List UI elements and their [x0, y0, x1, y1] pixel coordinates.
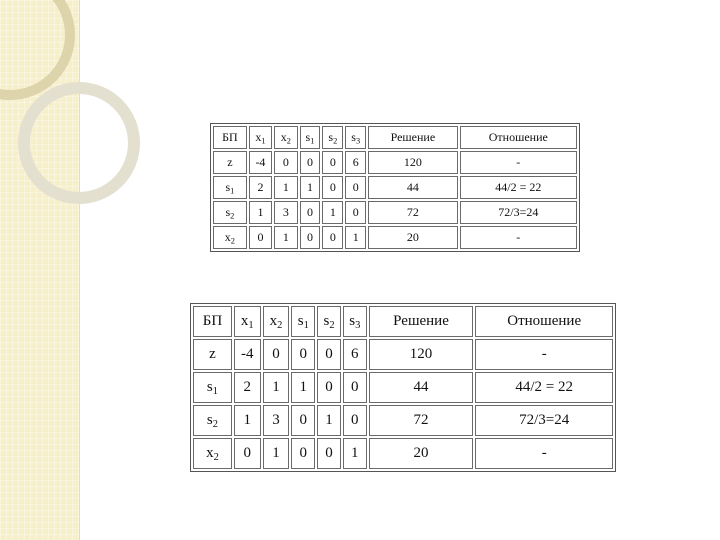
cell-text: Решение [393, 313, 449, 329]
cell-text: 72 [406, 205, 419, 219]
table-cell [291, 438, 315, 469]
cell-subscript: 1 [248, 320, 254, 332]
cell-subscript: 2 [329, 320, 335, 332]
table-cell [343, 372, 367, 403]
table-cell [291, 372, 315, 403]
cell-text: 0 [329, 180, 336, 194]
table-row [193, 339, 613, 370]
cell-text: 0 [351, 412, 359, 428]
table-header-row [213, 126, 577, 149]
table-cell [249, 201, 272, 224]
cell-text: 1 [352, 230, 359, 244]
cell-text: s [351, 130, 356, 144]
table-cell [345, 226, 366, 249]
table-cell [193, 438, 232, 469]
cell-subscript: 2 [277, 320, 283, 332]
header-cell [322, 126, 343, 149]
cell-subscript: 2 [286, 136, 291, 146]
table-cell [300, 201, 321, 224]
cell-text: 72/3=24 [519, 412, 570, 428]
table-cell [322, 176, 343, 199]
table-cell [343, 438, 367, 469]
header-cell [317, 306, 341, 337]
cell-text: s [225, 205, 231, 219]
cell-text: 1 [351, 445, 359, 461]
cell-text: 72/3=24 [498, 205, 539, 219]
cell-text: s [206, 379, 213, 395]
cell-subscript: 1 [303, 320, 309, 332]
cell-text: 0 [272, 346, 280, 362]
cell-text: 0 [306, 155, 313, 169]
cell-text: БП [222, 130, 238, 144]
cell-text: 0 [329, 155, 336, 169]
cell-text: 0 [299, 445, 308, 461]
cell-text: 0 [299, 412, 308, 428]
cell-text: 0 [329, 230, 336, 244]
table-cell [213, 151, 247, 174]
cell-text: 1 [325, 412, 333, 428]
table-cell [263, 405, 290, 436]
header-cell [291, 306, 315, 337]
cell-subscript: 2 [333, 136, 338, 146]
table-cell [193, 372, 232, 403]
table-cell [368, 226, 457, 249]
cell-text: -4 [255, 155, 266, 169]
cell-text: 20 [413, 445, 429, 461]
table-cell [300, 226, 321, 249]
table-cell [263, 339, 290, 370]
cell-text: 1 [272, 379, 280, 395]
cell-text: 44 [406, 180, 419, 194]
table-cell [234, 405, 261, 436]
cell-subscript: 2 [213, 452, 219, 464]
table-cell [317, 339, 341, 370]
cell-text: 44/2 = 22 [515, 379, 573, 395]
cell-text: x [240, 313, 249, 329]
table-cell [213, 226, 247, 249]
table-cell [345, 151, 366, 174]
table-cell [343, 405, 367, 436]
cell-text: z [227, 155, 233, 169]
cell-text: x [206, 445, 214, 461]
cell-text: 72 [413, 412, 429, 428]
cell-text: 2 [243, 379, 252, 395]
cell-text: 44/2 = 22 [495, 180, 542, 194]
cell-subscript: 2 [212, 419, 218, 431]
cell-text: 1 [306, 180, 313, 194]
table-cell [475, 438, 613, 469]
table-row [193, 372, 613, 403]
table-cell [234, 438, 261, 469]
cell-text: 1 [243, 412, 252, 428]
header-cell [213, 126, 247, 149]
cell-text: 0 [243, 445, 252, 461]
table-cell [317, 405, 341, 436]
cell-text: 1 [282, 230, 289, 244]
cell-text: 3 [272, 412, 280, 428]
table-cell [193, 405, 232, 436]
cell-text: 120 [403, 155, 422, 169]
table-cell [322, 201, 343, 224]
table-cell [274, 226, 297, 249]
table-cell [234, 372, 261, 403]
table-cell [368, 151, 457, 174]
header-cell [249, 126, 272, 149]
table-header-row [193, 306, 613, 337]
table-cell [249, 226, 272, 249]
cell-text: s [297, 313, 304, 329]
header-cell [193, 306, 232, 337]
cell-text: 0 [282, 155, 289, 169]
header-cell [368, 126, 457, 149]
table-cell [345, 176, 366, 199]
table-cell [300, 151, 321, 174]
header-cell [369, 306, 474, 337]
table-cell [274, 176, 297, 199]
cell-text: 120 [409, 346, 433, 362]
cell-text: 0 [325, 379, 333, 395]
cell-text: 0 [325, 445, 333, 461]
table-cell [368, 201, 457, 224]
cell-text: x [255, 130, 262, 144]
table-cell [368, 176, 457, 199]
cell-text: 6 [352, 155, 359, 169]
table-cell [460, 176, 577, 199]
cell-subscript: 1 [212, 386, 218, 398]
table-row [213, 201, 577, 224]
header-cell [263, 306, 290, 337]
cell-text: z [209, 346, 216, 362]
cell-text: 20 [406, 230, 419, 244]
table-cell [274, 151, 297, 174]
cell-text: s [206, 412, 213, 428]
cell-text: -4 [241, 346, 254, 362]
cell-subscript: 2 [230, 211, 235, 221]
table-row [213, 176, 577, 199]
cell-text: Отношение [507, 313, 582, 329]
table-cell [317, 438, 341, 469]
table-cell [322, 226, 343, 249]
cell-text: s [328, 130, 334, 144]
cell-text: Решение [390, 130, 436, 144]
header-cell [274, 126, 297, 149]
cell-text: 1 [329, 205, 336, 219]
cell-text: 3 [282, 205, 289, 219]
table-row [213, 151, 577, 174]
cell-subscript: 1 [310, 136, 315, 146]
cell-text: 0 [352, 180, 359, 194]
cell-subscript: 1 [261, 136, 266, 146]
table-cell [263, 372, 290, 403]
table-cell [475, 372, 613, 403]
cell-subscript: 2 [230, 236, 235, 246]
simplex-table-small [210, 123, 580, 252]
cell-text: 44 [413, 379, 429, 395]
cell-text: - [541, 445, 547, 461]
decorative-ring [18, 82, 140, 204]
table-cell [475, 339, 613, 370]
cell-text: 6 [351, 346, 359, 362]
header-cell [234, 306, 261, 337]
cell-text: x [224, 230, 231, 244]
cell-text: - [516, 230, 521, 244]
table-cell [369, 438, 474, 469]
cell-text: 0 [306, 205, 313, 219]
cell-text: 0 [352, 205, 359, 219]
cell-text: 0 [299, 346, 308, 362]
cell-subscript: 1 [230, 186, 235, 196]
table-cell [369, 339, 474, 370]
header-cell [460, 126, 577, 149]
table-row [193, 438, 613, 469]
cell-text: - [516, 155, 521, 169]
cell-text: 0 [257, 230, 264, 244]
table-cell [345, 201, 366, 224]
table-cell [274, 201, 297, 224]
cell-text: 0 [351, 379, 359, 395]
cell-subscript: 3 [355, 320, 361, 332]
cell-text: x [280, 130, 287, 144]
table-cell [263, 438, 290, 469]
cell-text: 0 [306, 230, 313, 244]
table-cell [317, 372, 341, 403]
header-cell [300, 126, 321, 149]
table-cell [300, 176, 321, 199]
table-cell [291, 405, 315, 436]
table-cell [460, 151, 577, 174]
cell-text: 1 [299, 379, 308, 395]
table-cell [460, 226, 577, 249]
cell-text: 1 [257, 205, 264, 219]
cell-subscript: 3 [355, 136, 361, 146]
table-cell [475, 405, 613, 436]
table-cell [291, 339, 315, 370]
cell-text: 0 [325, 346, 333, 362]
table-cell [193, 339, 232, 370]
table-cell [213, 201, 247, 224]
table-row [193, 405, 613, 436]
cell-text: s [225, 180, 231, 194]
table-cell [369, 405, 474, 436]
cell-text: 1 [282, 180, 289, 194]
table-cell [343, 339, 367, 370]
cell-text: БП [202, 313, 223, 329]
decorative-side-strip [0, 0, 80, 540]
header-cell [345, 126, 366, 149]
table-cell [369, 372, 474, 403]
cell-text: - [541, 346, 547, 362]
table-row [213, 226, 577, 249]
cell-text: 1 [272, 445, 280, 461]
cell-text: x [269, 313, 278, 329]
simplex-table-large [190, 303, 616, 472]
table-cell [249, 176, 272, 199]
table-cell [460, 201, 577, 224]
cell-text: Отношение [488, 130, 548, 144]
header-cell [475, 306, 613, 337]
table-cell [322, 151, 343, 174]
table-cell [213, 176, 247, 199]
header-cell [343, 306, 367, 337]
cell-text: s [349, 313, 356, 329]
cell-text: s [305, 130, 311, 144]
cell-text: s [323, 313, 330, 329]
table-cell [234, 339, 261, 370]
cell-text: 2 [257, 180, 264, 194]
table-cell [249, 151, 272, 174]
